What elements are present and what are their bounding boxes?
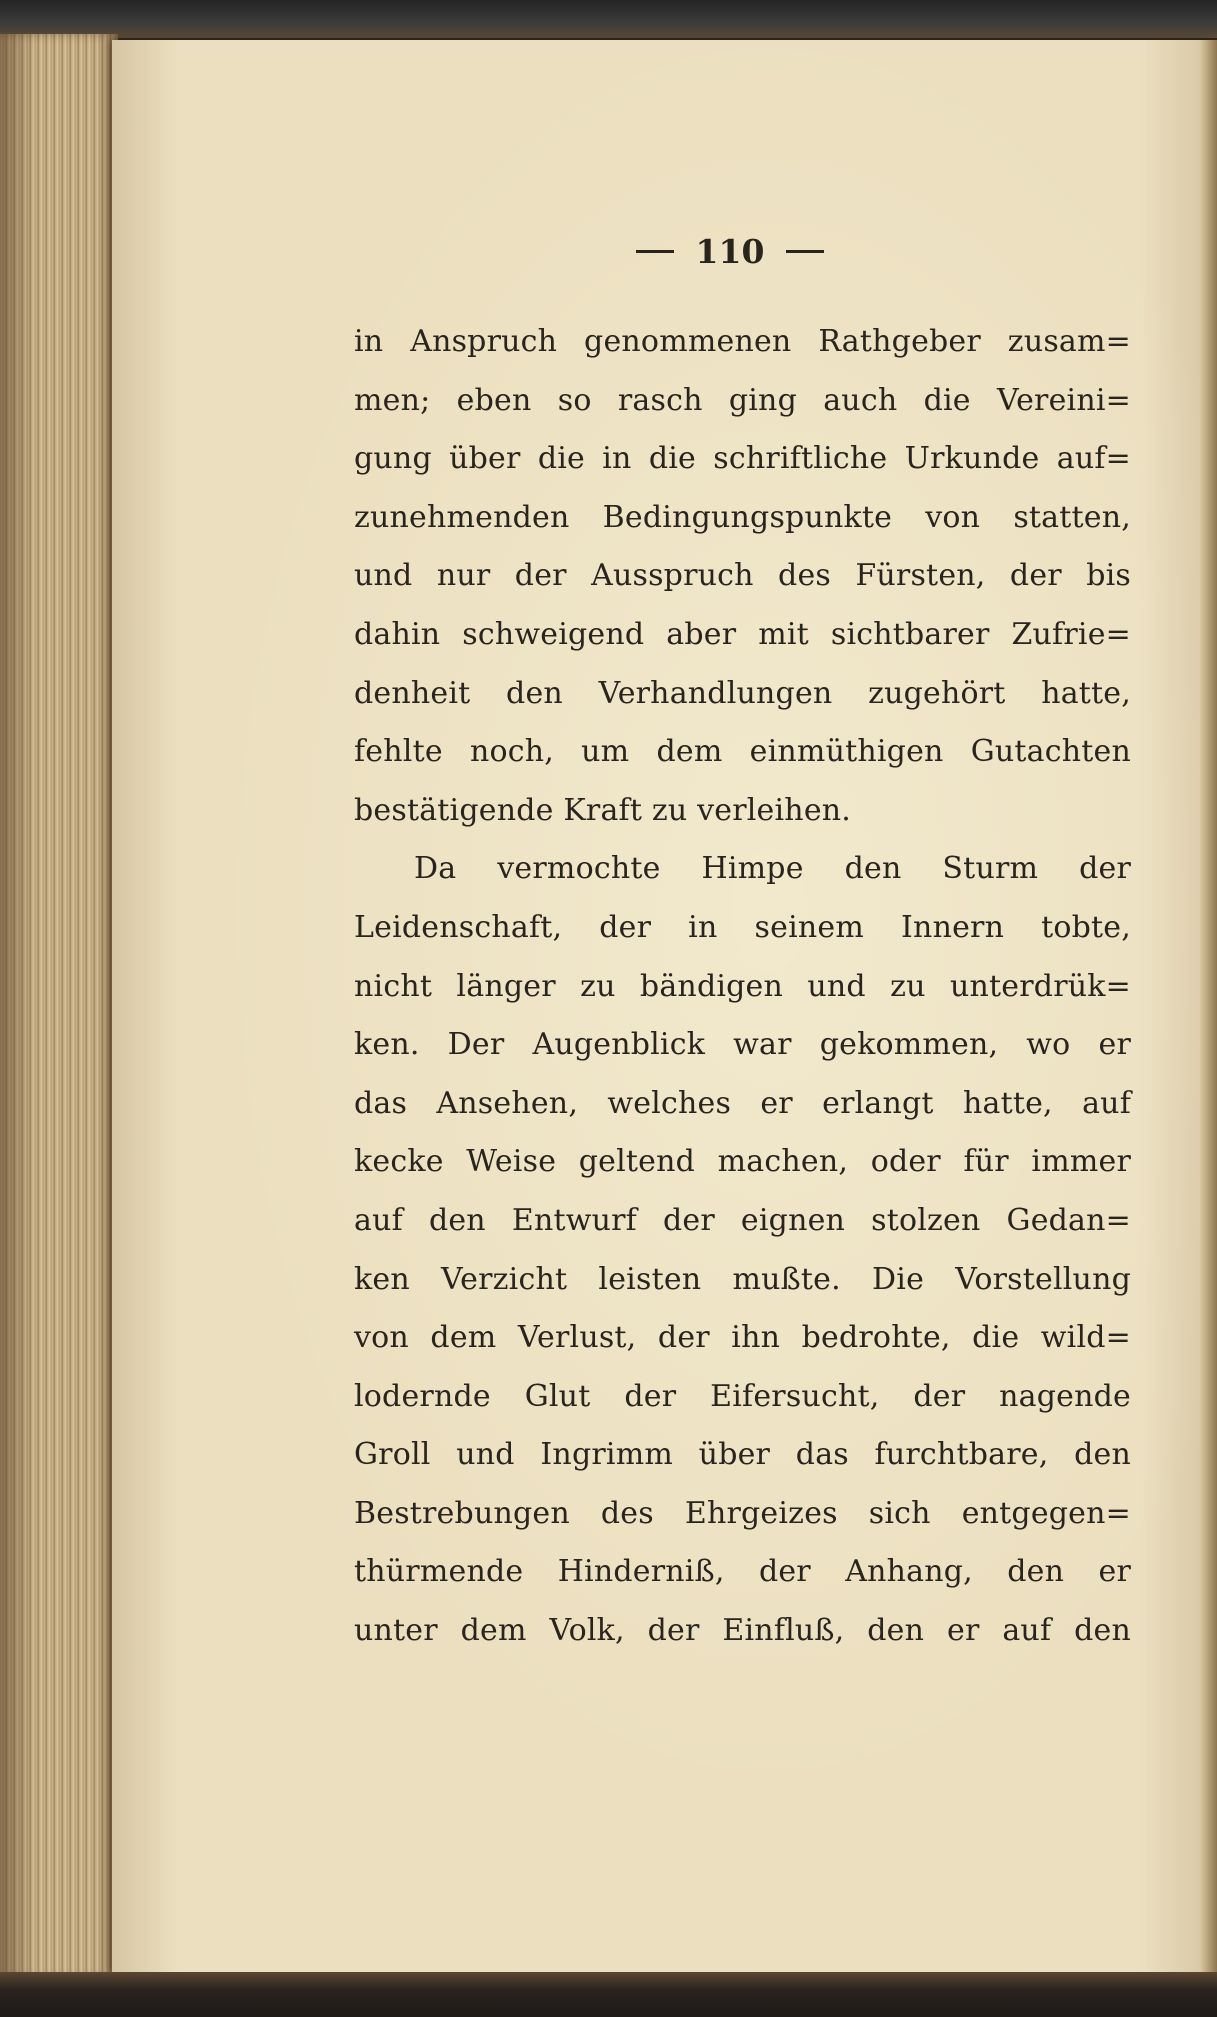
page-stack-edge [0,34,118,1979]
text-line: zunehmenden Bedingungspunkte von statten, [354,499,1131,535]
text-line: Groll und Ingrimm über das furchtbare, den [354,1437,1131,1473]
text-line: in Anspruch genommenen Rathgeber zusam= [354,324,1131,359]
text-line: unter dem Volk, der Einfluß, den er auf den [354,1613,1131,1649]
text-line: bestätigende Kraft zu verleihen. [354,792,852,828]
text-line: denheit den Verhandlungen zugehört hatte, [354,675,1131,711]
cover-bottom-edge [0,1972,1217,2017]
cover-top-edge [0,0,1217,38]
text-line: von dem Verlust, der ihn bedrohte, die wild= [354,1320,1131,1356]
text-line: gung über die in die schriftliche Urkunde auf= [354,441,1131,477]
text-line: dahin schweigend aber mit sichtbarer Zufrie= [354,616,1131,652]
text-line: men; eben so rasch ging auch die Vereini= [354,382,1131,418]
text-line: nicht länger zu bändigen und zu unterdrük= [354,968,1131,1004]
text-line: auf den Entwurf der eignen stolzen Gedan= [354,1202,1131,1238]
text-line: fehlte noch, um dem einmüthigen Gutachten [354,734,1131,770]
text-line: lodernde Glut der Eifersucht, der nagende [354,1378,1131,1414]
text-line: Da vermochte Himpe den Sturm der [414,851,1131,887]
text-line: thürmende Hinderniß, der Anhang, den er [354,1554,1131,1590]
page-number: 110 [695,231,765,271]
header-dash-right [786,250,824,253]
text-line: und nur der Ausspruch des Fürsten, der bis [354,558,1131,594]
text-line: Bestrebungen des Ehrgeizes sich entgegen= [354,1495,1131,1531]
text-line: kecke Weise geltend machen, oder für immer [354,1144,1131,1180]
body-text [354,313,1131,1661]
header-dash-left [636,250,674,253]
page-header [605,226,855,276]
text-line: Leidenschaft, der in seinem Innern tobte, [354,909,1131,945]
page-right-edge [1200,40,1217,1972]
text-line: das Ansehen, welches er erlangt hatte, auf [354,1085,1131,1121]
text-line: ken Verzicht leisten mußte. Die Vorstellung [354,1261,1131,1297]
text-line: ken. Der Augenblick war gekommen, wo er [354,1027,1131,1063]
